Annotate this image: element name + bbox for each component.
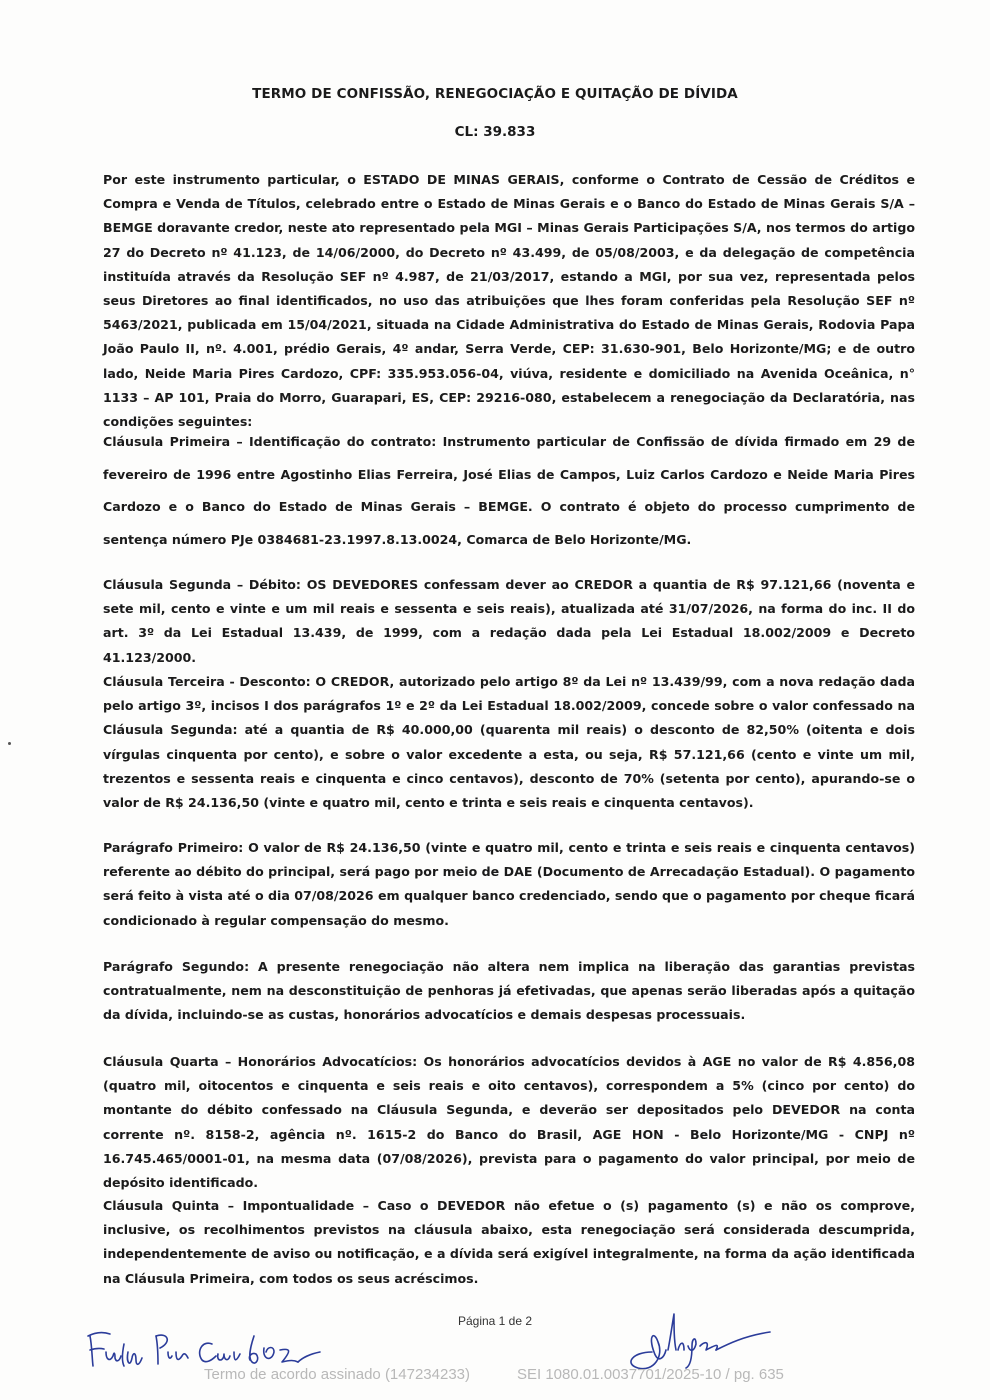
intro-paragraph: Por este instrumento particular, o ESTADO DE MINAS GERAIS, conforme o Contrato de Cessão de Créditos e Compra e Venda de Títulos, celebrado entre o Estado de Minas Gerais e o Banco do Estado de Minas Gerais S/A – BEMGE doravante credor, neste ato representado pela MGI – Minas Gerais Participações S/A, nos termos do artigo 27 do Decreto nº 41.123, de 14/06/2000, do Decreto nº 43.499, de 05/08/2003, e da delegação de competência instituída através da Resolução SEF nº 4.987, de 21/03/2017, estando a MGI, por sua vez, representada pelos seus Diretores ao final identificados, no uso das atribuições que lhes foram conferidas pela Resolução SEF nº 5463/2021, publicada em 15/04/2021, situada na Cidade Administrativa do Estado de Minas Gerais, Rodovia Papa João Paulo II, nº. 4.001, prédio Gerais, 4º andar, Serra Verde, CEP: 31.630-901, Belo Horizonte/MG; e de outro lado, Neide Maria Pires Cardozo, CPF: 335.953.056-04, viúva, residente e domiciliado na Avenida Oceânica, n° 1133 – AP 101, Praia do Morro, Guarapari, ES, CEP: 29216-080, estabelecem a renegociação da Declaratória, nas condições seguintes: (103, 172, 915, 430)
contract-code: CL: 39.833 (454, 124, 536, 140)
paragraph-first: Parágrafo Primeiro: O valor de R$ 24.136,50 (vinte e quatro mil, cento e trinta e seis reais e cinquenta centavos) referente ao débito do principal, será pago por meio de DAE (Documento de Arrecadação Estadual). O pagamento será feito à vista até o dia 07/08/2026 em qualquer banco credenciado, sendo que o pagamento por cheque ficará condicionado à regular compensação do mesmo. (103, 840, 915, 928)
page-number: Página 1 de 2 (457, 1314, 533, 1328)
scan-speck (8, 742, 11, 745)
clause-second: Cláusula Segunda – Débito: OS DEVEDORES confessam dever ao CREDOR a quantia de R$ 97.121,66 (noventa e sete mil, cento e vinte e um mil reais e sessenta e seis reais), atualizada até 31/07/2026, na forma do inc. II do art. 3º da Lei Estadual 13.439, de 1999, com a redação dada pela Lei Estadual 18.002/2009 e Decreto 41.123/2000. (103, 577, 915, 665)
sei-reference: SEI 1080.01.0037701/2025-10 / pg. 635 (517, 1366, 784, 1383)
clause-first: Cláusula Primeira – Identificação do contrato: Instrumento particular de Confissão de dívida firmado em 29 de fevereiro de 1996 entre Agostinho Elias Ferreira, José Elias de Campos, Luiz Carlos Cardozo e Neide Maria Pires Cardozo e o Banco do Estado de Minas Gerais – BEMGE. O contrato é objeto do processo cumprimento de sentença número PJe 0384681-23.1997.8.13.0024, Comarca de Belo Horizonte/MG. (103, 434, 915, 547)
clause-third: Cláusula Terceira - Desconto: O CREDOR, autorizado pelo artigo 8º da Lei nº 13.439/99, com a nova redação dada pelo artigo 3º, incisos I dos parágrafos 1º e 2º da Lei Estadual 18.002/2009, concede sobre o valor confessado na Cláusula Segunda: até a quantia de R$ 40.000,00 (quarenta mil reais) o desconto de 82,50% (oitenta e dois vírgulas cinquenta por cento), e sobre o valor excedente a esta, ou seja, R$ 57.121,66 (cento e vinte um mil, trezentos e sessenta reais e cinquenta e cinco centavos), desconto de 70% (setenta por cento), apurando-se o valor de R$ 24.136,50 (vinte e quatro mil, cento e trinta e seis reais e cinquenta centavos). (103, 674, 915, 811)
clause-fifth: Cláusula Quinta – Impontualidade – Caso o DEVEDOR não efetue o (s) pagamento (s) e não os comprove, inclusive, os recolhimentos previstos na cláusula abaixo, esta renegociação será considerada descumprida, independentemente de aviso ou notificação, e a dívida será exigível integralmente, na forma da ação identificada na Cláusula Primeira, com todos os seus acréscimos. (103, 1198, 915, 1286)
paragraph-second: Parágrafo Segundo: A presente renegociação não altera nem implica na liberação das garantias previstas contratualmente, nem na desconstituição de penhoras já efetivadas, que apenas serão liberadas após a quitação da dívida, incluindo-se as custas, honorários advocatícios e demais despesas processuais. (103, 959, 915, 1023)
document-title: TERMO DE CONFISSÃO, RENEGOCIAÇÃO E QUITAÇÃO DE DÍVIDA (252, 86, 738, 102)
clause-fourth: Cláusula Quarta – Honorários Advocatícios: Os honorários advocatícios devidos à AGE no valor de R$ 4.856,08 (quatro mil, oitocentos e cinquenta e seis reais e oito centavos), correspondem a 5% (cinco por cento) do montante do débito confessado na Cláusula Segunda, e deverão ser depositados pelo DEVEDOR na conta corrente nº. 8158-2, agência nº. 1615-2 do Banco do Brasil, AGE HON - Belo Horizonte/MG - CNPJ nº 16.745.465/0001-01, na mesma data (07/08/2026), prevista para o pagamento do valor principal, por meio de depósito identificado. (103, 1054, 915, 1191)
signed-term-label: Termo de acordo assinado (147234233) (204, 1366, 471, 1383)
